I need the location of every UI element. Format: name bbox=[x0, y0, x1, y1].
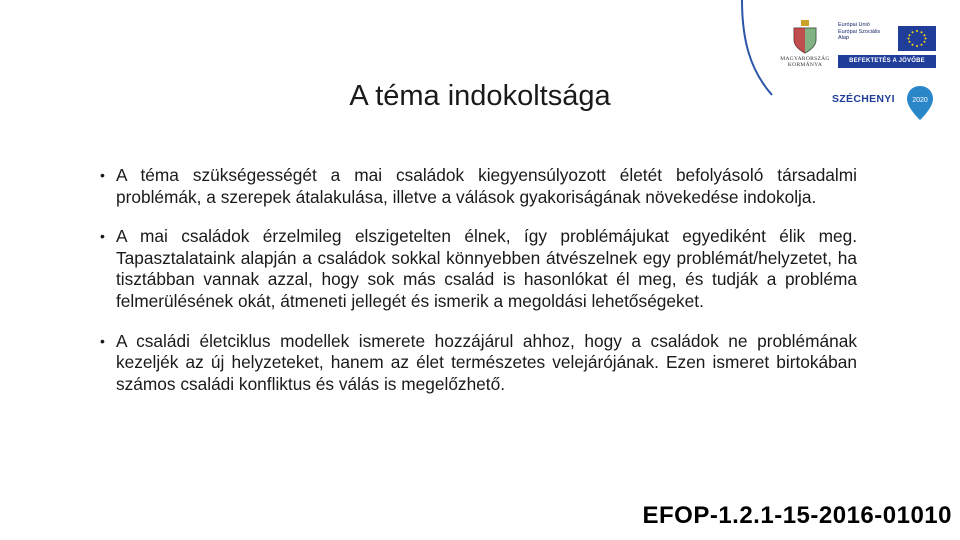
eu-logo-text bbox=[838, 22, 896, 42]
bullet-item bbox=[100, 226, 857, 312]
slide-title: A téma indokoltsága bbox=[349, 80, 611, 112]
eu-flag-icon bbox=[898, 26, 936, 51]
szechenyi-logo-text: SZÉCHENYI bbox=[832, 93, 895, 105]
szechenyi-year: 2020 bbox=[912, 97, 928, 104]
befektetes-banner: BEFEKTETÉS A JÖVŐBE bbox=[838, 55, 936, 68]
bullet-text: A téma szükségességét a mai családok kiegyensúlyozott életét befolyásoló társadalmi problémák, a szerepek átalakulása, illetve a válások gyakoriságának növekedése indokolja. bbox=[116, 165, 857, 207]
government-logo-text: MAGYARORSZÁG KORMÁNYA bbox=[780, 56, 830, 68]
bullet-text: A mai családok érzelmileg elszigetelten élnek, így problémájukat egyediként élik meg. Tapasztalataink alapján a családok sokkal könnyebben átvészelnek egy problémát/helyzetet, ha tisztábban vannak azzal, hogy sok más család is hasonlókat él meg, és tudják a probléma felmerülésének okát, átmeneti jellegét és ismerik a megoldási lehetőségeket. bbox=[116, 226, 857, 311]
bullet-list bbox=[100, 165, 857, 413]
bullet-item bbox=[100, 331, 857, 396]
szechenyi-2020-pin-icon bbox=[905, 84, 935, 122]
eu-text-line1: Európai Unió bbox=[838, 22, 870, 28]
project-code: EFOP-1.2.1-15-2016-01010 bbox=[642, 502, 952, 529]
eu-text-line2: Európai Szociális bbox=[838, 28, 881, 35]
bullet-icon: • bbox=[100, 167, 105, 183]
bullet-icon: • bbox=[100, 228, 105, 245]
eu-text-line3: Alap bbox=[838, 35, 850, 41]
bullet-text: A családi életciklus modellek ismerete hozzájárul ahhoz, hogy a családok ne problémának kezeljék az új helyzeteket, hanem az élet természetes velejárójának. Ezen ismeret birtokában számos családi konfliktus és válás is megelőzhető. bbox=[116, 330, 857, 394]
hungarian-crest-icon bbox=[790, 20, 820, 54]
bullet-icon: • bbox=[100, 332, 105, 349]
bullet-item bbox=[100, 165, 857, 208]
